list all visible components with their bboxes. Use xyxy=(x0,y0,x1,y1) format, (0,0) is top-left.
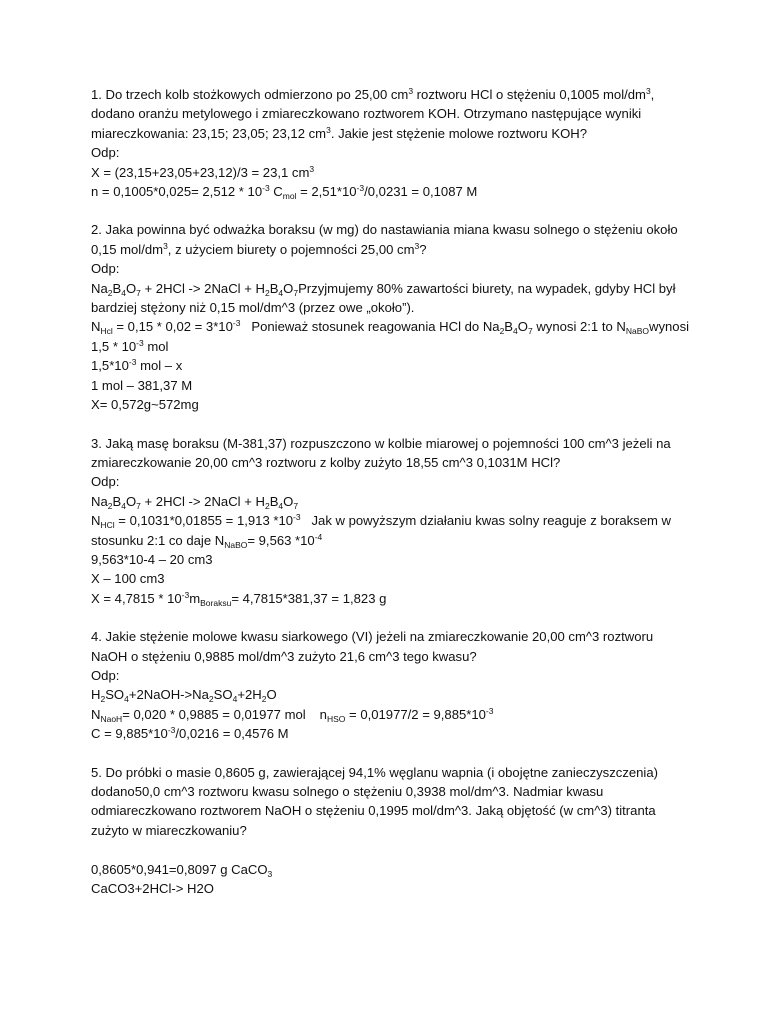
answer-line: bardziej stężony niż 0,15 mol/dm^3 (przez owe „około”). xyxy=(91,300,415,316)
question-line: zużyto w miareczkowaniu? xyxy=(91,822,247,838)
answer-line: stosunku 2:1 co daje $N_{NaBO}= 9,563$ $*10^{-4}$ xyxy=(91,531,323,550)
answer-line: X – 100 cm3 xyxy=(91,571,165,587)
answer-line: X= 0,572g~572mg xyxy=(91,397,199,413)
answer-line: $1,5*10^{-3}$ mol – x xyxy=(91,357,183,374)
answer-line: 1 mol – 381,37 M xyxy=(91,377,193,393)
question-line: dodano oranżu metylowego i zmiareczkowano roztworem KOH. Otrzymano następujące wyniki xyxy=(91,106,642,122)
question-line: 2. Jaka powinna być odważka boraksu (w mg) do nastawiania miana kwasu solnego o stężeniu około xyxy=(91,222,678,238)
question-line: 5. Do próbki o masie 0,8605 g, zawierającej 94,1% węglanu wapnia (i obojętne zanieczyszczenia) xyxy=(91,764,658,780)
question-line: odmiareczkowano roztworem NaOH o stężeniu 0,1995 mol/dm^3. Jaką objętość (w cm^3) titranta xyxy=(91,803,656,819)
answer-line: X = (23,15+23,05+23,12)/3 = 23,1 $cm^3$ xyxy=(91,163,315,180)
blank-line xyxy=(91,840,708,859)
question-line: zmiareczkowanie 20,00 cm^3 roztworu z kolby zużyto 18,55 cm^3 0,1031M HCl? xyxy=(91,454,561,470)
answer-line: $H_2SO_4+2NaOH->Na_2SO_4+2H_2O$ xyxy=(91,687,277,705)
answer-line: $1,5 * 10^{-3}$ mol xyxy=(91,337,169,354)
question-line: NaOH o stężeniu 0,9885 mol/dm^3 zużyto 21,6 cm^3 tego kwasu? xyxy=(91,648,477,664)
problem-1 xyxy=(91,85,708,201)
answer-label: Odp: xyxy=(91,667,120,683)
answer-line: $Na_2B_4O_7 + 2HCl$ -> 2NaCl + $H_2B_4O_7Przyjmujemy$ 80% zawartości biurety, na wypadek, gdyby HCl był xyxy=(91,280,676,298)
question-line: 4. Jakie stężenie molowe kwasu siarkowego (VI) jeżeli na zmiareczkowanie 20,00 cm^3 roztworu xyxy=(91,629,654,645)
question-line: 1. Do trzech kolb stożkowych odmierzono po 25,00 $cm^3$ roztworu HCl o stężeniu 0,1005 mol/$dm^3$, xyxy=(91,86,655,102)
answer-line: $N_{NaoH}= 0,020 * 0,9885 = 0,01977$ mol $n_{HSO} = 0,01977/2 = 9,885*10^{-3}$ xyxy=(91,705,494,724)
problem-3 xyxy=(91,434,708,609)
answer-line: $n = 0,1005*0,025= 2,512 * 10^{-3}$ $C_{mol} = 2,51*10^{-3}/0,0231 = 0,1087$ M xyxy=(91,183,478,202)
question-line: 3. Jaką masę boraksu (M-381,37) rozpuszczono w kolbie miarowej o pojemności 100 cm^3 jeżeli na xyxy=(91,435,671,451)
answer-line: CaCO3+2HCl-> H2O xyxy=(91,881,214,897)
problem-5 xyxy=(91,763,708,899)
answer-label: Odp: xyxy=(91,474,120,490)
answer-line: $Na_2B_4O_7 + 2HCl$ -> 2NaCl + $H_2B_4O_7$ xyxy=(91,493,299,511)
answer-label: Odp: xyxy=(91,261,120,277)
question-line: 0,15 mol/$dm^3$, z użyciem biurety o pojemności 25,00 $cm^3$? xyxy=(91,240,427,257)
answer-line: 9,563*10-4 – 20 cm3 xyxy=(91,551,213,567)
answer-line: $N_{Hcl} = 0,15 * 0,02 = 3*10^{-3}$ Ponieważ stosunek reagowania HCl do $Na_2B_4O_7$ wynosi 2:1 to $N_{NaBO}wynosi$ xyxy=(91,318,690,337)
question-line: dodano50,0 cm^3 roztworu kwasu solnego o stężeniu 0,3938 mol/dm^3. Nadmiar kwasu xyxy=(91,784,604,799)
answer-label: Odp: xyxy=(91,145,120,161)
answer-line: $C = 9,885*10^{-3}/0,0216 = 0,4576$ M xyxy=(91,725,289,742)
question-line: miareczkowania: 23,15; 23,05; 23,12 $cm^3$. Jakie jest stężenie molowe roztworu KOH? xyxy=(91,124,587,141)
problem-2 xyxy=(91,220,708,414)
answer-line: $N_{HCl} = 0,1031*0,01855 = 1,913$ $*10^{-3}$ Jak w powyższym działaniu kwas solny reaguje z boraksem w xyxy=(91,512,671,531)
answer-line: $X = 4,7815 * 10^{-3}m_{Boraksu}= 4,7815*381,37 = 1,823$ g xyxy=(91,589,387,608)
problem-4 xyxy=(91,627,708,743)
answer-line: 0,8605*0,941=0,8097 g CaCO$_3$ xyxy=(91,861,273,879)
